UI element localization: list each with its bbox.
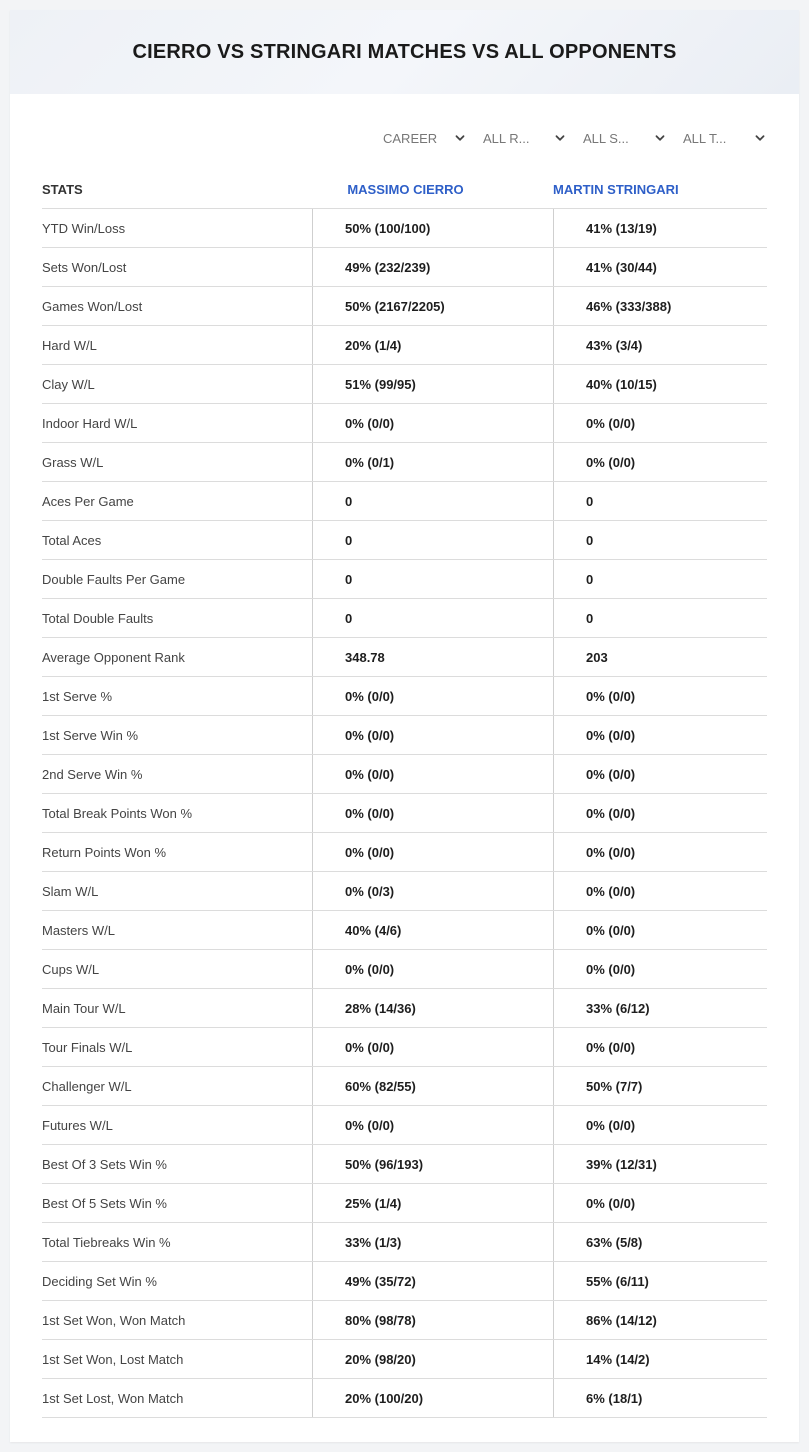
column-header-player1[interactable]: MASSIMO CIERRO — [347, 181, 464, 197]
table-row — [42, 1301, 767, 1340]
player1-value: 20% (100/20) — [312, 1379, 553, 1417]
player2-value: 39% (12/31) — [553, 1145, 767, 1183]
player1-value: 80% (98/78) — [312, 1301, 553, 1339]
page-header — [10, 10, 799, 94]
stat-label: Main Tour W/L — [42, 1000, 126, 1016]
filter-label: ALL S... — [583, 130, 629, 146]
column-header-player2[interactable]: MARTIN STRINGARI — [553, 181, 679, 197]
player2-value: 55% (6/11) — [553, 1262, 767, 1300]
stat-label: Total Aces — [42, 532, 102, 548]
stat-label: Deciding Set Win % — [42, 1273, 157, 1289]
table-row — [42, 248, 767, 287]
player2-value: 0% (0/0) — [553, 404, 767, 442]
stats-table — [42, 208, 767, 1418]
player1-value: 0 — [312, 560, 553, 598]
stat-label: Total Double Faults — [42, 610, 154, 626]
table-row — [42, 599, 767, 638]
filter-tournament-select[interactable] — [671, 126, 767, 150]
chevron-down-icon — [755, 133, 765, 143]
stat-label: Sets Won/Lost — [42, 259, 127, 275]
stat-label: Tour Finals W/L — [42, 1039, 133, 1055]
table-row — [42, 794, 767, 833]
player2-value: 41% (30/44) — [553, 248, 767, 286]
player1-value: 0 — [312, 521, 553, 559]
table-row — [42, 872, 767, 911]
table-row — [42, 911, 767, 950]
stat-label: Futures W/L — [42, 1117, 113, 1133]
table-row — [42, 560, 767, 599]
player1-value: 0% (0/0) — [312, 755, 553, 793]
table-row — [42, 677, 767, 716]
table-row — [42, 1028, 767, 1067]
stat-label: Indoor Hard W/L — [42, 415, 138, 431]
table-row — [42, 1262, 767, 1301]
stat-label: 1st Serve % — [42, 688, 113, 704]
player2-value: 0% (0/0) — [553, 911, 767, 949]
player2-value: 0% (0/0) — [553, 794, 767, 832]
player1-value: 0% (0/0) — [312, 677, 553, 715]
player1-value: 50% (96/193) — [312, 1145, 553, 1183]
table-row — [42, 482, 767, 521]
stat-label: Hard W/L — [42, 337, 97, 353]
player1-value: 51% (99/95) — [312, 365, 553, 403]
player1-value: 0% (0/0) — [312, 833, 553, 871]
player2-value: 0 — [553, 599, 767, 637]
player2-value: 0 — [553, 521, 767, 559]
stat-label: YTD Win/Loss — [42, 220, 126, 236]
player1-value: 0% (0/0) — [312, 1028, 553, 1066]
table-row — [42, 1145, 767, 1184]
player2-value: 46% (333/388) — [553, 287, 767, 325]
player1-value: 0% (0/0) — [312, 1106, 553, 1144]
stat-label: Best Of 5 Sets Win % — [42, 1195, 167, 1211]
stat-label: Masters W/L — [42, 922, 115, 938]
player1-value: 0% (0/1) — [312, 443, 553, 481]
table-row — [42, 716, 767, 755]
player1-value: 0% (0/0) — [312, 716, 553, 754]
table-row — [42, 1067, 767, 1106]
table-row — [42, 755, 767, 794]
stat-label: Grass W/L — [42, 454, 104, 470]
player1-value: 40% (4/6) — [312, 911, 553, 949]
player1-value: 0 — [312, 599, 553, 637]
player2-value: 50% (7/7) — [553, 1067, 767, 1105]
player2-value: 41% (13/19) — [553, 209, 767, 247]
stat-label: Challenger W/L — [42, 1078, 132, 1094]
table-row — [42, 1340, 767, 1379]
player2-value: 6% (18/1) — [553, 1379, 767, 1417]
table-row — [42, 365, 767, 404]
player2-value: 203 — [553, 638, 767, 676]
player2-value: 0 — [553, 482, 767, 520]
player2-value: 0% (0/0) — [553, 1028, 767, 1066]
player1-value: 28% (14/36) — [312, 989, 553, 1027]
stat-label: 1st Set Won, Won Match — [42, 1312, 186, 1328]
table-row — [42, 1106, 767, 1145]
player2-value: 0% (0/0) — [553, 677, 767, 715]
player1-value: 25% (1/4) — [312, 1184, 553, 1222]
filter-label: ALL R... — [483, 130, 530, 146]
filter-round-select[interactable] — [471, 126, 567, 150]
stat-label: Slam W/L — [42, 883, 99, 899]
player1-value: 0% (0/3) — [312, 872, 553, 910]
stat-label: Average Opponent Rank — [42, 649, 185, 665]
table-row — [42, 1223, 767, 1262]
stat-label: 2nd Serve Win % — [42, 766, 143, 782]
stat-label: Total Tiebreaks Win % — [42, 1234, 171, 1250]
chevron-down-icon — [455, 133, 465, 143]
player2-value: 0% (0/0) — [553, 1106, 767, 1144]
player2-value: 33% (6/12) — [553, 989, 767, 1027]
filter-surface-select[interactable] — [571, 126, 667, 150]
player2-value: 40% (10/15) — [553, 365, 767, 403]
stat-label: Games Won/Lost — [42, 298, 143, 314]
filter-label: ALL T... — [683, 130, 727, 146]
filter-period-select[interactable] — [371, 126, 467, 150]
player1-value: 20% (98/20) — [312, 1340, 553, 1378]
player2-value: 0% (0/0) — [553, 872, 767, 910]
table-row — [42, 209, 767, 248]
player1-value: 50% (100/100) — [312, 209, 553, 247]
chevron-down-icon — [655, 133, 665, 143]
table-row — [42, 1379, 767, 1418]
player1-value: 20% (1/4) — [312, 326, 553, 364]
stat-label: 1st Serve Win % — [42, 727, 139, 743]
table-row — [42, 521, 767, 560]
player2-value: 0 — [553, 560, 767, 598]
stat-label: Aces Per Game — [42, 493, 134, 509]
table-row — [42, 326, 767, 365]
player2-value: 14% (14/2) — [553, 1340, 767, 1378]
table-row — [42, 638, 767, 677]
player2-value: 0% (0/0) — [553, 950, 767, 988]
stat-label: 1st Set Won, Lost Match — [42, 1351, 184, 1367]
player2-value: 86% (14/12) — [553, 1301, 767, 1339]
player1-value: 0 — [312, 482, 553, 520]
player2-value: 0% (0/0) — [553, 755, 767, 793]
table-row — [42, 989, 767, 1028]
stat-label: Cups W/L — [42, 961, 100, 977]
stat-label: Total Break Points Won % — [42, 805, 193, 821]
table-row — [42, 950, 767, 989]
stats-card — [10, 10, 799, 1442]
filter-bar — [371, 126, 767, 150]
player1-value: 33% (1/3) — [312, 1223, 553, 1261]
player1-value: 60% (82/55) — [312, 1067, 553, 1105]
player1-value: 49% (35/72) — [312, 1262, 553, 1300]
table-row — [42, 1184, 767, 1223]
filter-label: CAREER — [383, 130, 438, 146]
player1-value: 348.78 — [312, 638, 553, 676]
player1-value: 0% (0/0) — [312, 950, 553, 988]
stat-label: Double Faults Per Game — [42, 571, 186, 587]
page-title: CIERRO VS STRINGARI MATCHES VS ALL OPPONENTS — [132, 40, 677, 63]
table-row — [42, 404, 767, 443]
player2-value: 0% (0/0) — [553, 716, 767, 754]
player2-value: 43% (3/4) — [553, 326, 767, 364]
player2-value: 0% (0/0) — [553, 1184, 767, 1222]
table-row — [42, 833, 767, 872]
stat-label: Return Points Won % — [42, 844, 167, 860]
player2-value: 0% (0/0) — [553, 443, 767, 481]
table-row — [42, 443, 767, 482]
player1-value: 49% (232/239) — [312, 248, 553, 286]
player1-value: 0% (0/0) — [312, 794, 553, 832]
player2-value: 63% (5/8) — [553, 1223, 767, 1261]
stat-label: Clay W/L — [42, 376, 95, 392]
column-header-stats: STATS — [42, 181, 83, 197]
player1-value: 50% (2167/2205) — [312, 287, 553, 325]
player2-value: 0% (0/0) — [553, 833, 767, 871]
stat-label: 1st Set Lost, Won Match — [42, 1390, 184, 1406]
table-row — [42, 287, 767, 326]
table-header — [42, 170, 767, 208]
chevron-down-icon — [555, 133, 565, 143]
stat-label: Best Of 3 Sets Win % — [42, 1156, 167, 1172]
player1-value: 0% (0/0) — [312, 404, 553, 442]
